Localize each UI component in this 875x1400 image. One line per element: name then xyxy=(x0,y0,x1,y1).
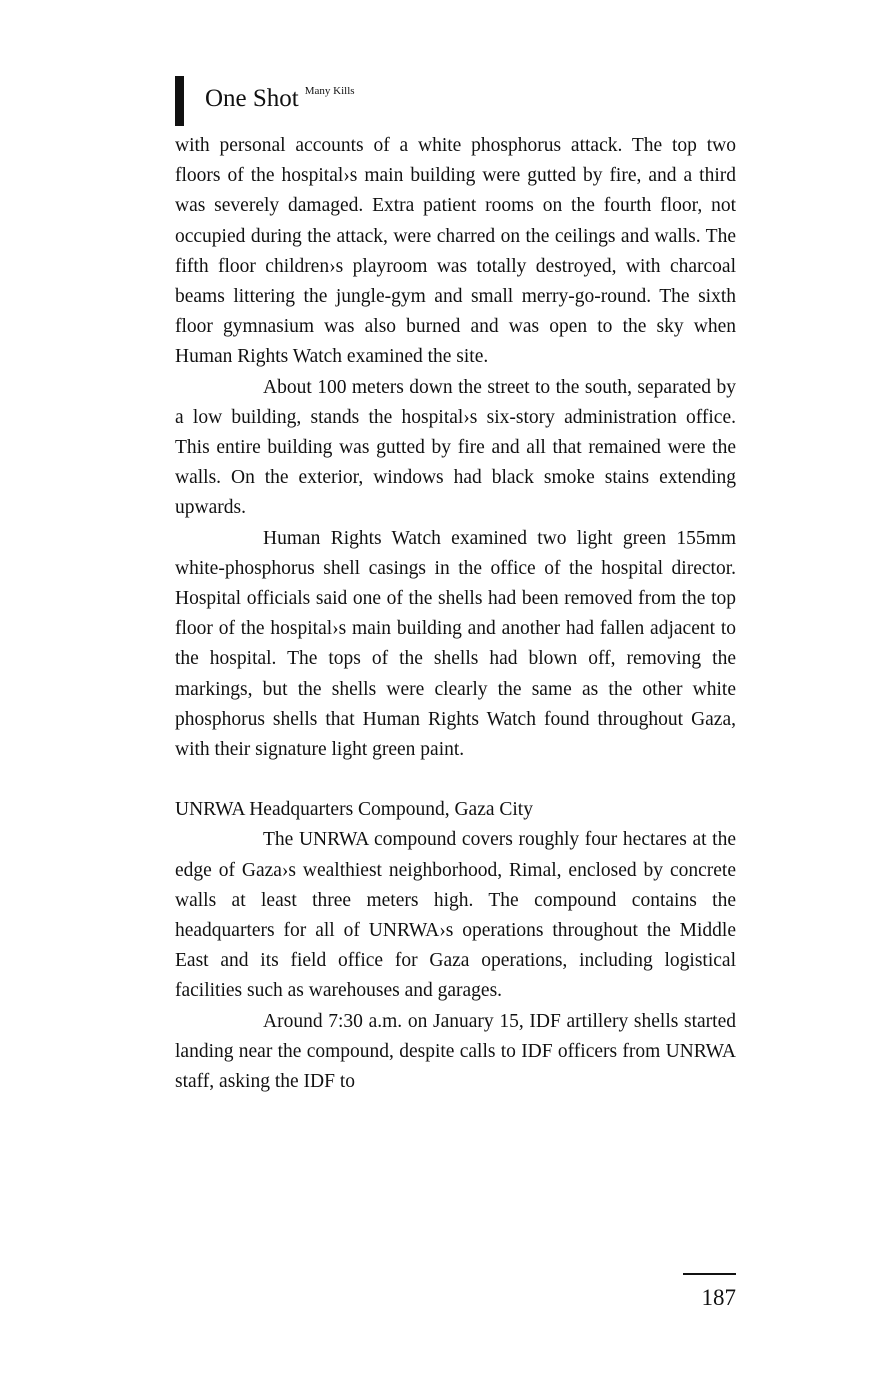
footer-rule xyxy=(683,1273,736,1275)
paragraph: The UNRWA compound covers roughly four hectares at the edge of Gaza›s wealthiest neighborhood, Rimal, enclosed by concrete walls at least three meters high. The compound contains the headquarters for all of UNRWA›s operations throughout the Middle East and its field office for Gaza operations, including logistical facilities such as warehouses and garages. xyxy=(175,829,736,1002)
paragraph: Around 7:30 a.m. on January 15, IDF artillery shells started landing near the compound, despite calls to IDF officers from UNRWA staff, asking the IDF to xyxy=(175,1010,736,1093)
page-number: 187 xyxy=(701,1285,736,1310)
body-text xyxy=(175,131,736,1097)
paragraph: Human Rights Watch examined two light green 155mm white-phosphorus shell casings in the office of the hospital director. Hospital officials said one of the shells had been removed from the top floor of the hospital›s main building and another had fallen adjacent to the hospital. The tops of the shells had blown off, removing the markings, but the shells were clearly the same as the other white phosphorus shells that Human Rights Watch found throughout Gaza, with their signature light green paint. xyxy=(175,527,736,761)
paragraph: with personal accounts of a white phosphorus attack. The top two floors of the hospital›s main building were gutted by fire, and a third was severely damaged. Extra patient rooms on the fourth floor, not occupied during the attack, were charred on the ceilings and walls. The fifth floor children›s playroom was totally destroyed, with charcoal beams littering the jungle-gym and small merry-go-round. The sixth floor gymnasium was also burned and was open to the sky when Human Rights Watch examined the site. xyxy=(175,135,736,368)
section-heading: UNRWA Headquarters Compound, Gaza City xyxy=(175,799,533,821)
book-title: One Shot xyxy=(205,85,299,112)
book-subtitle: Many Kills xyxy=(304,85,355,97)
header-bar xyxy=(175,76,184,126)
section-spacer xyxy=(175,765,736,795)
running-header xyxy=(175,76,355,126)
paragraph: About 100 meters down the street to the south, separated by a low building, stands the hospital›s six-story administration office. This entire building was gutted by fire and all that remained were the walls. On the exterior, windows had black smoke stains extending upwards. xyxy=(175,376,736,519)
